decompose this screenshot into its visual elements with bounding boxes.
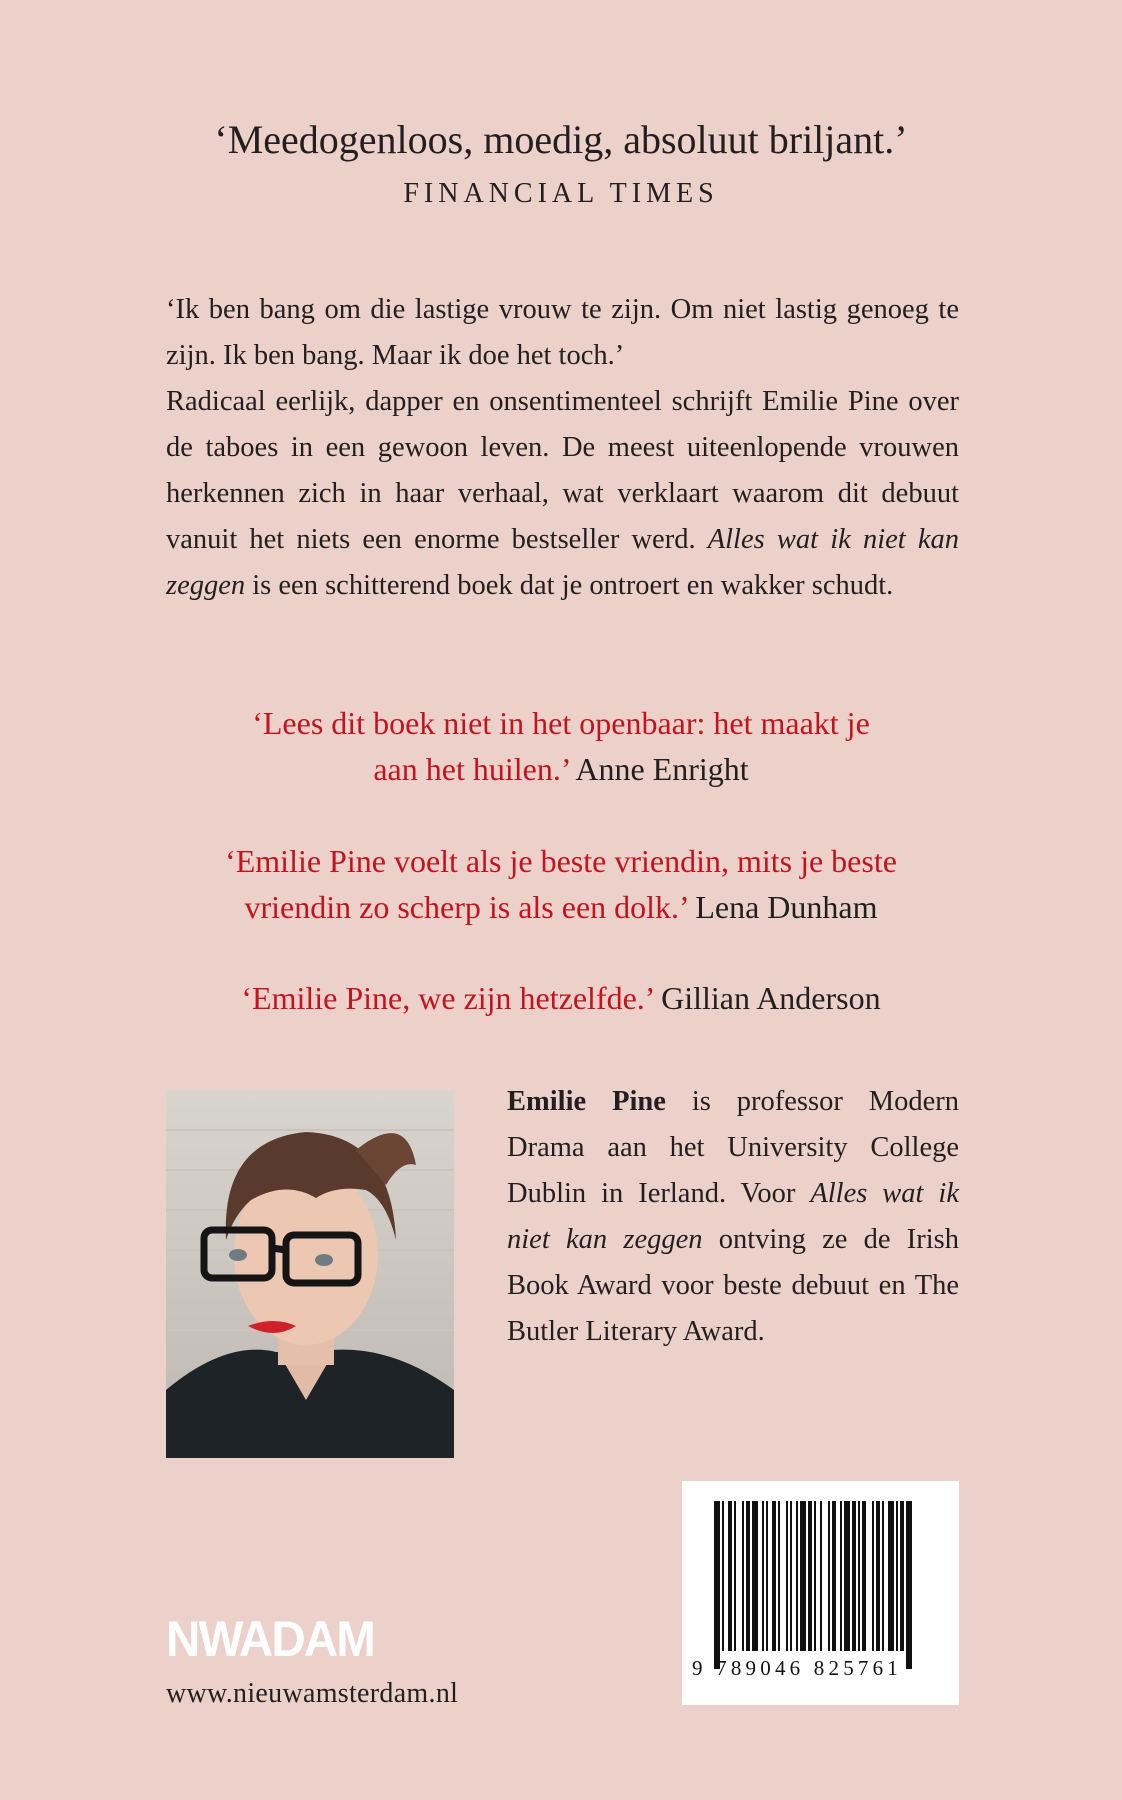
review-quote: [0, 700, 1122, 792]
barcode-bar: [800, 1501, 806, 1651]
author-bio: [507, 1079, 959, 1355]
review-quote: [0, 838, 1122, 930]
review-quote-text: ‘Emilie Pine voelt als je beste vriendin, mits je beste: [225, 843, 897, 879]
barcode-bar: [900, 1501, 904, 1651]
review-quote-author: Gillian Anderson: [661, 980, 881, 1016]
barcode-bar: [828, 1501, 830, 1651]
author-bio-text-end: ontving ze de Irish Book Award voor beste debuut en The Butler Literary Award.: [507, 1224, 960, 1347]
barcode-bar: [742, 1501, 744, 1651]
barcode-bar: [734, 1501, 736, 1651]
barcode-bar: [814, 1501, 816, 1651]
blurb-body-end: is een schitterend boek dat je ontroert en wakker schudt.: [245, 570, 894, 601]
review-quote-text: ‘Emilie Pine, we zijn hetzelfde.’: [241, 980, 654, 1016]
review-quote-author: Anne Enright: [575, 751, 749, 787]
author-bio-text: is professor Modern Drama aan het University College Dublin in Ierland. Voor: [507, 1086, 960, 1209]
review-quote-text: vriendin zo scherp is als een dolk.’: [244, 889, 688, 925]
barcode-bar: [778, 1501, 780, 1651]
author-portrait-illustration: [166, 1090, 454, 1458]
barcode-bar: [762, 1501, 764, 1651]
barcode-bar: [906, 1501, 912, 1669]
barcode-bar: [858, 1501, 860, 1651]
barcode-bar: [882, 1501, 884, 1651]
barcode-bar: [820, 1501, 822, 1651]
barcode-bar: [888, 1501, 894, 1651]
headline-quote-source: FINANCIAL TIMES: [403, 178, 719, 209]
barcode-bar: [872, 1501, 874, 1651]
publisher-logo-wordmark: NWADAM: [166, 1611, 374, 1662]
barcode-bar: [852, 1501, 856, 1651]
barcode-bar: [728, 1501, 732, 1651]
barcode-bar: [722, 1501, 724, 1651]
barcode-bar: [746, 1501, 750, 1651]
author-name: Emilie Pine: [507, 1086, 666, 1117]
barcode-bar: [876, 1501, 880, 1651]
review-quote-text: aan het huilen.’: [373, 751, 570, 787]
author-photo: [166, 1090, 454, 1458]
barcode-bar: [896, 1501, 898, 1651]
blurb-body-text: Radicaal eerlijk, dapper en onsentimenteel schrijft Emilie Pine over de taboes in een gewoon leven. De meest uiteenlopende vrouwen herkennen zich in haar verhaal, wat verklaart waarom dit debuut vanuit het niets een enorme bestseller werd.: [166, 386, 959, 555]
author-bio-book-title: Alles wat ik niet kan zeggen: [507, 1178, 959, 1255]
barcode-bar: [862, 1501, 866, 1651]
barcode-bar: [786, 1501, 788, 1651]
barcode-bar: [808, 1501, 812, 1651]
barcode-bar: [790, 1501, 792, 1651]
blurb: [166, 287, 959, 609]
blurb-book-title: Alles wat ik niet kan zeggen: [166, 524, 959, 601]
barcode-bar: [832, 1501, 836, 1651]
barcode-bar: [796, 1501, 798, 1651]
publisher-website: www.nieuwamsterdam.nl: [166, 1678, 459, 1709]
blurb-body: [166, 379, 959, 609]
review-quote-text: ‘Lees dit boek niet in het openbaar: het maakt je: [252, 705, 870, 741]
isbn-barcode: [682, 1481, 959, 1705]
barcode-bar: [766, 1501, 768, 1651]
review-quote: [0, 975, 1122, 1021]
author-bio-paragraph: [507, 1079, 959, 1355]
barcode-bar: [752, 1501, 758, 1651]
barcode-bar: [840, 1501, 842, 1651]
isbn-digits: 9 789046 825761: [692, 1656, 902, 1680]
publisher-logo: [166, 1610, 376, 1662]
barcode-bar: [844, 1501, 850, 1651]
barcode-bar: [772, 1501, 776, 1651]
review-quote-author: Lena Dunham: [695, 889, 878, 925]
headline-quote: ‘Meedogenloos, moedig, absoluut briljant.’: [214, 117, 908, 162]
blurb-intro-quote: ‘Ik ben bang om die lastige vrouw te zijn. Om niet lastig genoeg te zijn. Ik ben bang. Maar ik doe het toch.’: [166, 294, 959, 371]
barcode-bar: [714, 1501, 720, 1669]
